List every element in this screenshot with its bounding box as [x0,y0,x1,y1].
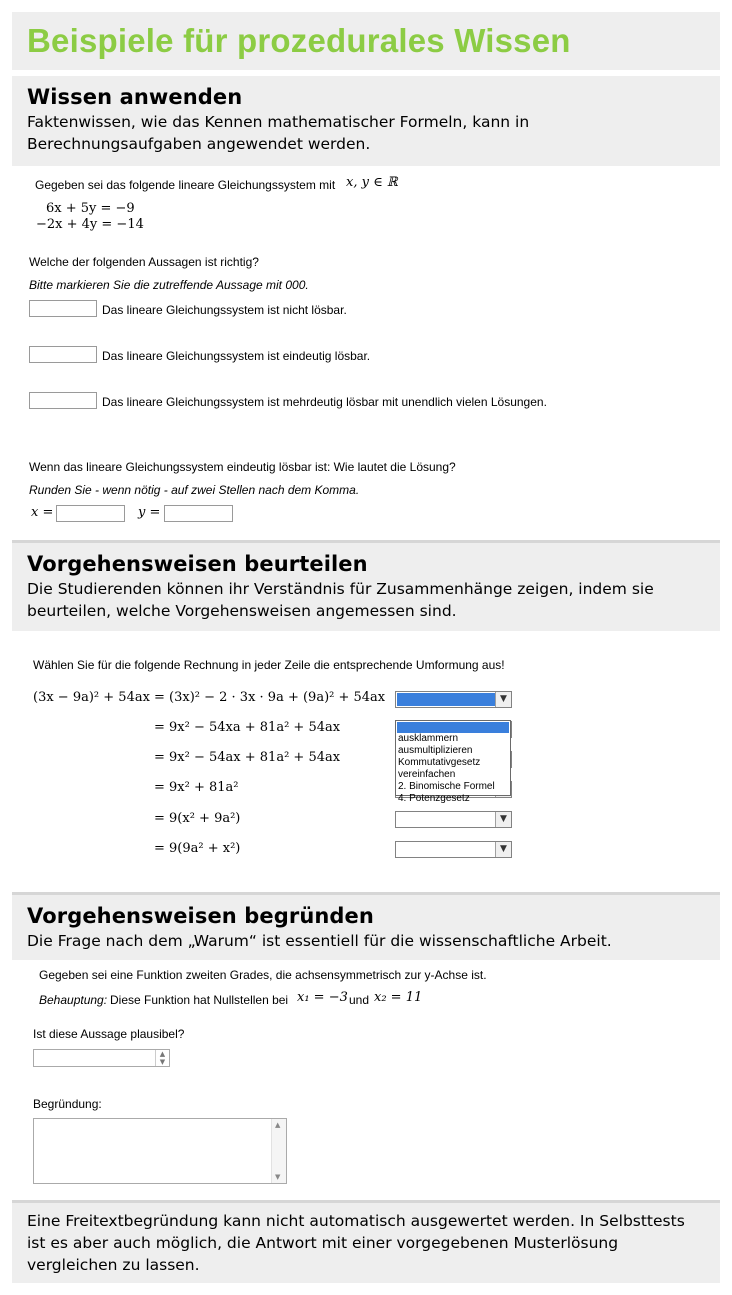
x-label: x = [31,505,54,520]
footer-note [12,1203,720,1283]
reason-textarea[interactable] [33,1118,287,1184]
step-2: = 9x² − 54xa + 81a² + 54ax [154,720,341,735]
section-description: Die Studierenden können ihr Verständnis für Zusammenhänge zeigen, indem sie beurteilen, welche Vorgehensweisen angemessen sind. [27,580,654,620]
plausibility-question-text: Ist diese Aussage plausibel? [33,1027,185,1041]
section-heading: Vorgehensweisen beurteilen [27,552,368,576]
transformation-select-1[interactable] [395,691,512,708]
section-heading: Vorgehensweisen begründen [27,904,374,928]
step-5: = 9(x² + 9a²) [154,811,241,826]
domain-math: x, y ∈ ℝ [346,175,398,190]
question-instruction: Wählen Sie für die folgende Rechnung in jeder Zeile die entsprechende Umformung aus! [33,658,505,672]
expression-lhs: (3x − 9a)² + 54ax [33,690,150,705]
answer-input-3[interactable] [29,392,97,409]
question-instruction: Bitte markieren Sie die zutreffende Aussage mit 000. [29,278,309,292]
root-1: x₁ = −3 [297,990,348,1005]
x-input[interactable] [56,505,125,522]
section-apply-knowledge-header [12,76,720,166]
answer-option-1: Das lineare Gleichungssystem ist nicht lösbar. [102,303,347,317]
scroll-up-icon[interactable]: ▲ [275,1121,281,1129]
section-judge-procedures-header [12,543,720,631]
step-6: = 9(9a² + x²) [154,841,241,856]
section-description: Die Frage nach dem „Warum“ ist essentiell für die wissenschaftliche Arbeit. [27,932,612,950]
section-heading: Wissen anwenden [27,85,243,109]
reason-label: Begründung: [33,1097,102,1111]
transformation-dropdown-list [395,720,511,804]
page-title: Beispiele für prozedurales Wissen [12,12,720,70]
dropdown-option[interactable]: Kommutativgesetz [398,757,481,768]
scrollbar[interactable] [271,1119,286,1183]
claim-and: und [349,993,370,1007]
section-justify-procedures-header [12,895,720,960]
transformation-select-5[interactable] [395,811,512,828]
solution-question: Wenn das lineare Gleichungssystem eindeutig lösbar ist: Wie lautet die Lösung? [29,460,456,474]
dropdown-option[interactable]: vereinfachen [398,769,456,780]
solution-instruction: Runden Sie - wenn nötig - auf zwei Stellen nach dem Komma. [29,483,360,497]
answer-input-1[interactable] [29,300,97,317]
equation-1: 6x + 5y = −9 [46,201,135,216]
step-3: = 9x² − 54ax + 81a² + 54ax [154,750,341,765]
chevron-down-icon: ▼ [495,842,511,857]
highlighted-empty-option[interactable] [397,722,509,733]
claim-text: Diese Funktion hat Nullstellen bei [110,993,289,1007]
chevron-down-icon: ▼ [495,692,511,707]
answer-option-3: Das lineare Gleichungssystem ist mehrdeutig lösbar mit unendlich vielen Lösungen. [102,395,547,409]
claim-label: Behauptung: [39,993,108,1007]
dropdown-option[interactable]: ausklammern [398,733,459,744]
answer-input-2[interactable] [29,346,97,363]
plausibility-spinner[interactable] [33,1049,170,1067]
section-description: Faktenwissen, wie das Kennen mathematischer Formeln, kann in Berechnungsaufgaben angewendet werden. [27,113,530,153]
footer-text: Eine Freitextbegründung kann nicht automatisch ausgewertet werden. In Selbsttests ist es aber auch möglich, die Antwort mit einer vorgegebenen Musterlösung vergleichen zu lassen. [27,1212,685,1274]
scroll-down-icon[interactable]: ▼ [275,1173,281,1181]
dropdown-option[interactable]: 2. Binomische Formel [398,781,495,792]
chevron-down-icon: ▼ [495,812,511,827]
dropdown-option[interactable]: 4. Potenzgesetz [398,793,470,804]
spinner-arrows-icon[interactable]: ▲ ▼ [155,1050,169,1066]
question-text: Welche der folgenden Aussagen ist richtig? [29,255,259,269]
step-4: = 9x² + 81a² [154,780,239,795]
transformation-select-6[interactable] [395,841,512,858]
root-2: x₂ = 11 [374,990,423,1005]
equation-2: −2x + 4y = −14 [36,217,144,232]
step-1: = (3x)² − 2 · 3x · 9a + (9a)² + 54ax [154,690,386,705]
dropdown-option[interactable]: ausmultiplizieren [398,745,473,756]
answer-option-2: Das lineare Gleichungssystem ist eindeutig lösbar. [102,349,371,363]
question-intro: Gegeben sei das folgende lineare Gleichungssystem mit [35,178,336,192]
y-input[interactable] [164,505,233,522]
y-label: y = [138,505,161,520]
question-intro: Gegeben sei eine Funktion zweiten Grades, die achsensymmetrisch zur y-Achse ist. [39,968,487,982]
